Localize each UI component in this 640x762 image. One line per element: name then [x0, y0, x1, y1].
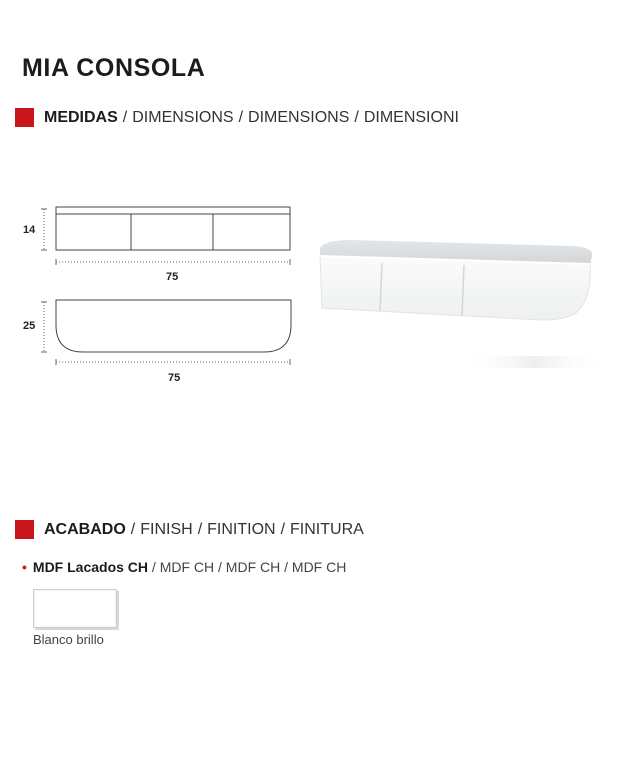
material-name: MDF Lacados CH	[32, 559, 149, 575]
dimensions-heading: MEDIDAS	[44, 108, 118, 126]
top-width-label: 75	[168, 372, 181, 384]
dimensions-heading-it: DIMENSIONI	[363, 108, 459, 126]
finish-section-header	[15, 520, 364, 539]
dimensions-heading-fr: DIMENSIONS	[248, 108, 350, 126]
separator: /	[130, 520, 136, 538]
material-line	[22, 559, 346, 575]
separator: /	[238, 108, 244, 126]
separator: /	[122, 108, 128, 126]
dimensions-section-header	[15, 108, 459, 127]
finish-heading-it: FINITURA	[290, 520, 364, 538]
separator: /	[197, 520, 203, 538]
color-swatch[interactable]	[33, 589, 117, 628]
dimensions-heading-en: DIMENSIONS	[132, 108, 234, 126]
front-view-drawing	[56, 207, 290, 250]
technical-drawing	[0, 195, 310, 395]
section-marker-icon	[15, 520, 34, 539]
front-height-label: 14	[23, 224, 36, 236]
bullet-icon: •	[22, 559, 27, 575]
top-depth-label: 25	[23, 320, 36, 332]
top-view-drawing	[56, 300, 291, 352]
finish-heading: ACABADO	[44, 520, 126, 538]
page-title: MIA CONSOLA	[22, 54, 206, 82]
section-marker-icon	[15, 108, 34, 127]
separator: /	[354, 108, 359, 126]
material-translations: / MDF CH / MDF CH / MDF CH	[151, 559, 347, 575]
separator: /	[280, 520, 286, 538]
finish-heading-fr: FINITION	[207, 520, 276, 538]
swatch-label: Blanco brillo	[33, 632, 104, 647]
front-width-label: 75	[166, 271, 179, 283]
finish-heading-en: FINISH	[140, 520, 193, 538]
product-image	[312, 228, 612, 378]
